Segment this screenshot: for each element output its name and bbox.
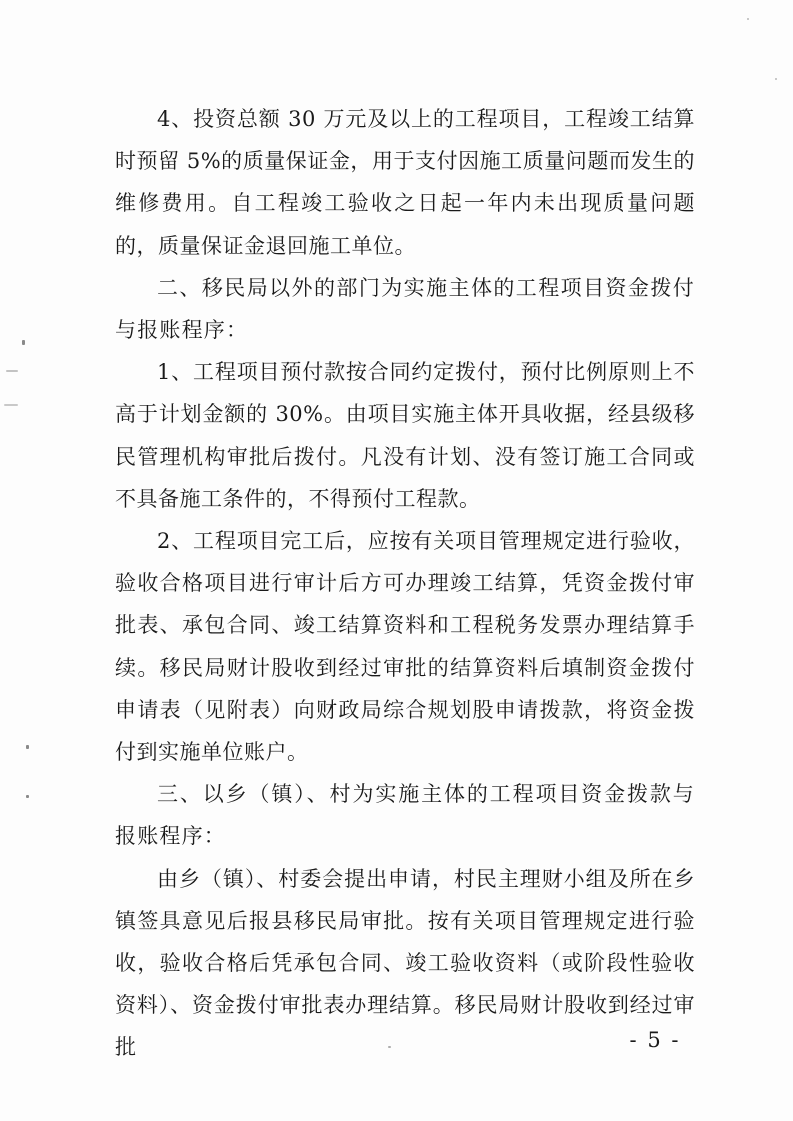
- section-heading-3: 三、以乡（镇）、村为实施主体的工程项目资金拨款与报账程序：: [115, 782, 695, 849]
- scan-artifact-mark: [6, 370, 18, 372]
- paragraph-item-4-quality-deposit: 4、投资总额 30 万元及以上的工程项目，工程竣工结算时预留 5%的质量保证金，用于支付因施工质量问题而发生的维修费用。自工程竣工验收之日起一年内未出现质量问题的，质量保证金退回施工单位。: [115, 107, 695, 258]
- scan-artifact-mark: [26, 745, 29, 749]
- scan-artifact-mark: [26, 795, 29, 798]
- paragraph-township-procedure: 由乡（镇）、村委会提出申请，村民主理财小组及所在乡镇签具意见后报县移民局审批。按有关项目管理规定进行验收，验收合格后凭承包合同、竣工验收资料（或阶段性验收资料）、资金拨付审批表办理结算。移民局财计股收到经过审批: [115, 866, 695, 1060]
- scan-artifact-mark: [775, 78, 777, 80]
- paragraph-item-2-completion-settlement: 2、工程项目完工后，应按有关项目管理规定进行验收，验收合格项目进行审计后方可办理竣工结算，凭资金拨付审批表、承包合同、竣工结算资料和工程税务发票办理结算手续。移民局财计股收到经过审批的结算资料后填制资金拨付申请表（见附表）向财政局综合规划股申请拨款，将资金拨付到实施单位账户。: [115, 529, 695, 765]
- scan-artifact-mark: [4, 404, 18, 406]
- document-body: [115, 98, 695, 1069]
- page-number: - 5 -: [629, 1028, 681, 1052]
- section-heading-2: 二、移民局以外的部门为实施主体的工程项目资金拨付与报账程序：: [115, 275, 695, 343]
- paragraph-item-1-prepayment: 1、工程项目预付款按合同约定拨付，预付比例原则上不高于计划金额的 30%。由项目实施主体开具收据，经县级移民管理机构审批后拨付。凡没有计划、没有签订施工合同或不具备施工条件的，不得预付工程款。: [115, 360, 695, 511]
- scan-artifact-mark: [388, 1046, 391, 1048]
- scan-artifact-mark: [747, 18, 749, 20]
- scan-artifact-mark: [22, 340, 25, 345]
